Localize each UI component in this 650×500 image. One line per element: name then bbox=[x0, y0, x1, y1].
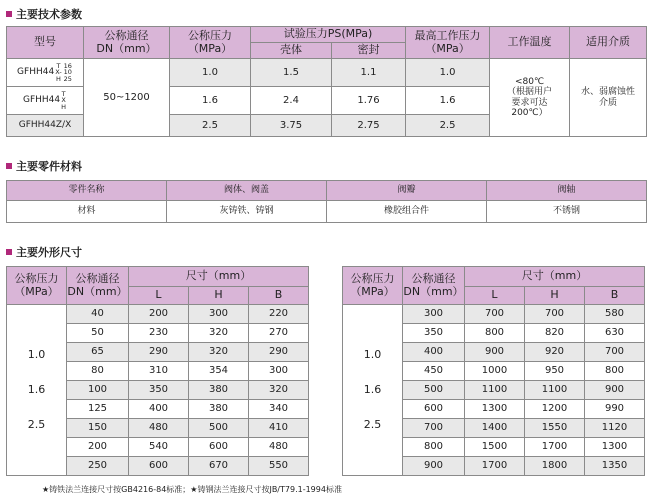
header-size: 尺寸（mm） bbox=[465, 267, 645, 287]
h-value: 380 bbox=[189, 400, 249, 419]
b-value: 630 bbox=[585, 324, 645, 343]
header-l: L bbox=[129, 287, 189, 305]
dn-value: 800 bbox=[403, 438, 465, 457]
pn-value: 1.0 bbox=[170, 59, 251, 87]
header-media: 适用介质 bbox=[570, 27, 647, 59]
b-value: 1300 bbox=[585, 438, 645, 457]
l-value: 350 bbox=[129, 381, 189, 400]
h-value: 1700 bbox=[525, 438, 585, 457]
header-dn: 公称通径 DN（mm） bbox=[67, 267, 129, 305]
h-value: 354 bbox=[189, 362, 249, 381]
l-value: 1700 bbox=[465, 457, 525, 476]
header-max-pressure: 最高工作压力 （MPa） bbox=[406, 27, 490, 59]
b-value: 700 bbox=[585, 343, 645, 362]
materials-cell: 橡胶组合件 bbox=[327, 201, 487, 223]
h-value: 670 bbox=[189, 457, 249, 476]
dn-value: 65 bbox=[67, 343, 129, 362]
h-value: 950 bbox=[525, 362, 585, 381]
header-dn: 公称通径 DN（mm） bbox=[403, 267, 465, 305]
b-value: 1350 bbox=[585, 457, 645, 476]
dn-value: 250 bbox=[67, 457, 129, 476]
shell-value: 3.75 bbox=[251, 115, 332, 137]
seal-value: 1.76 bbox=[332, 87, 406, 115]
h-value: 500 bbox=[189, 419, 249, 438]
h-value: 300 bbox=[189, 305, 249, 324]
dn-value: 900 bbox=[403, 457, 465, 476]
b-value: 220 bbox=[249, 305, 309, 324]
h-value: 920 bbox=[525, 343, 585, 362]
materials-header: 阀瓣 bbox=[327, 181, 487, 201]
h-value: 1100 bbox=[525, 381, 585, 400]
pn-values: 1.0 1.6 2.5 bbox=[7, 305, 67, 476]
header-pn: 公称压力 （MPa） bbox=[7, 267, 67, 305]
l-value: 800 bbox=[465, 324, 525, 343]
h-value: 1800 bbox=[525, 457, 585, 476]
l-value: 200 bbox=[129, 305, 189, 324]
l-value: 600 bbox=[129, 457, 189, 476]
temp-value: <80℃ （根据用户 要求可达 200℃） bbox=[490, 59, 570, 137]
l-value: 480 bbox=[129, 419, 189, 438]
section-title-dimensions: 主要外形尺寸 bbox=[6, 244, 82, 260]
dn-value: 500 bbox=[403, 381, 465, 400]
dn-value: 125 bbox=[67, 400, 129, 419]
l-value: 700 bbox=[465, 305, 525, 324]
dn-value: 450 bbox=[403, 362, 465, 381]
model-cell: GFHH44 T X- H 16 10 25 bbox=[7, 59, 84, 87]
b-value: 580 bbox=[585, 305, 645, 324]
dn-value: 40 bbox=[67, 305, 129, 324]
h-value: 1200 bbox=[525, 400, 585, 419]
dn-value: 150 bbox=[67, 419, 129, 438]
footnote: ★铸铁法兰连接尺寸按GB4216-84标准；★铸钢法兰连接尺寸按JB/T79.1-1994标准 bbox=[42, 485, 342, 494]
h-value: 320 bbox=[189, 343, 249, 362]
media-value: 水、弱腐蚀性 介质 bbox=[570, 59, 647, 137]
b-value: 550 bbox=[249, 457, 309, 476]
header-pn: 公称压力 （MPa） bbox=[170, 27, 251, 59]
pn-values: 1.0 1.6 2.5 bbox=[343, 305, 403, 476]
l-value: 540 bbox=[129, 438, 189, 457]
l-value: 1000 bbox=[465, 362, 525, 381]
header-b: B bbox=[249, 287, 309, 305]
materials-header: 阀轴 bbox=[487, 181, 647, 201]
b-value: 270 bbox=[249, 324, 309, 343]
dn-value: 50 bbox=[67, 324, 129, 343]
model-cell: GFHH44 T X H bbox=[7, 87, 84, 115]
pn-value: 2.5 bbox=[170, 115, 251, 137]
h-value: 1550 bbox=[525, 419, 585, 438]
header-h: H bbox=[189, 287, 249, 305]
materials-cell: 不锈钢 bbox=[487, 201, 647, 223]
header-model: 型号 bbox=[7, 27, 84, 59]
dn-value: 600 bbox=[403, 400, 465, 419]
l-value: 900 bbox=[465, 343, 525, 362]
l-value: 1400 bbox=[465, 419, 525, 438]
header-l: L bbox=[465, 287, 525, 305]
b-value: 480 bbox=[249, 438, 309, 457]
header-dn: 公称通径 DN（mm） bbox=[84, 27, 170, 59]
header-temp: 工作温度 bbox=[490, 27, 570, 59]
b-value: 990 bbox=[585, 400, 645, 419]
b-value: 320 bbox=[249, 381, 309, 400]
b-value: 800 bbox=[585, 362, 645, 381]
dn-value: 300 bbox=[403, 305, 465, 324]
dn-range: 50~1200 bbox=[84, 59, 170, 137]
l-value: 1300 bbox=[465, 400, 525, 419]
b-value: 340 bbox=[249, 400, 309, 419]
dn-value: 350 bbox=[403, 324, 465, 343]
h-value: 380 bbox=[189, 381, 249, 400]
materials-header: 阀体、阀盖 bbox=[167, 181, 327, 201]
dims-table-left bbox=[6, 266, 309, 476]
h-value: 820 bbox=[525, 324, 585, 343]
maxp-value: 2.5 bbox=[406, 115, 490, 137]
materials-cell: 灰铸铁、铸钢 bbox=[167, 201, 327, 223]
dims-table-right bbox=[342, 266, 645, 476]
header-size: 尺寸（mm） bbox=[129, 267, 309, 287]
header-seal: 密封 bbox=[332, 43, 406, 59]
header-h: H bbox=[525, 287, 585, 305]
h-value: 600 bbox=[189, 438, 249, 457]
shell-value: 2.4 bbox=[251, 87, 332, 115]
materials-cell: 材料 bbox=[7, 201, 167, 223]
h-value: 320 bbox=[189, 324, 249, 343]
header-pn: 公称压力 （MPa） bbox=[343, 267, 403, 305]
maxp-value: 1.0 bbox=[406, 59, 490, 87]
bullet-square-icon bbox=[6, 163, 12, 169]
b-value: 900 bbox=[585, 381, 645, 400]
header-test-pressure: 试验压力PS(MPa) bbox=[251, 27, 406, 43]
params-table bbox=[6, 26, 647, 137]
maxp-value: 1.6 bbox=[406, 87, 490, 115]
dn-value: 200 bbox=[67, 438, 129, 457]
header-shell: 壳体 bbox=[251, 43, 332, 59]
seal-value: 1.1 bbox=[332, 59, 406, 87]
materials-table bbox=[6, 180, 647, 223]
l-value: 1100 bbox=[465, 381, 525, 400]
l-value: 290 bbox=[129, 343, 189, 362]
b-value: 410 bbox=[249, 419, 309, 438]
seal-value: 2.75 bbox=[332, 115, 406, 137]
header-b: B bbox=[585, 287, 645, 305]
shell-value: 1.5 bbox=[251, 59, 332, 87]
pn-value: 1.6 bbox=[170, 87, 251, 115]
bullet-square-icon bbox=[6, 11, 12, 17]
dn-value: 100 bbox=[67, 381, 129, 400]
dn-value: 700 bbox=[403, 419, 465, 438]
h-value: 700 bbox=[525, 305, 585, 324]
l-value: 400 bbox=[129, 400, 189, 419]
b-value: 1120 bbox=[585, 419, 645, 438]
b-value: 290 bbox=[249, 343, 309, 362]
bullet-square-icon bbox=[6, 249, 12, 255]
dn-value: 80 bbox=[67, 362, 129, 381]
l-value: 230 bbox=[129, 324, 189, 343]
dn-value: 400 bbox=[403, 343, 465, 362]
materials-header: 零件名称 bbox=[7, 181, 167, 201]
section-title-materials: 主要零件材料 bbox=[6, 158, 82, 174]
b-value: 300 bbox=[249, 362, 309, 381]
model-cell: GFHH44Z/X bbox=[7, 115, 84, 137]
section-title-params: 主要技术参数 bbox=[6, 6, 82, 22]
l-value: 310 bbox=[129, 362, 189, 381]
l-value: 1500 bbox=[465, 438, 525, 457]
